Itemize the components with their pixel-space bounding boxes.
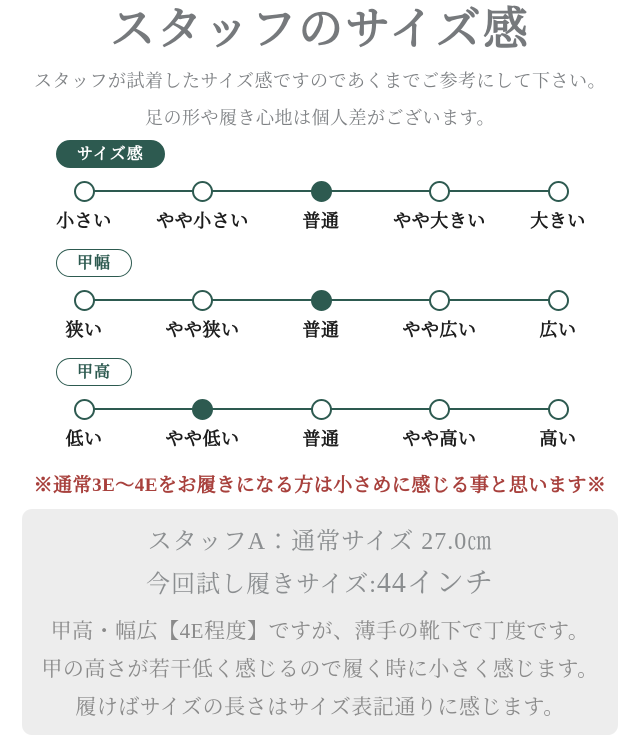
scale-option-label: 普通 (302, 428, 340, 449)
scale-dot (548, 290, 569, 311)
scale-dot (429, 399, 450, 420)
staff-tried-size (32, 561, 608, 601)
scale-option-label: やや狭い (165, 319, 240, 340)
scale-dot (192, 290, 213, 311)
scale-dot (311, 290, 332, 311)
scale-dot (192, 181, 213, 202)
scale-row (36, 399, 606, 451)
staff-review-box (22, 509, 618, 735)
scale-option-label: やや広い (402, 319, 477, 340)
scale-row (36, 290, 606, 342)
scale-option-label: 普通 (302, 319, 340, 340)
scale-option-label: やや小さい (156, 210, 249, 231)
staff-size-feel-panel (0, 4, 640, 719)
scale-dot (429, 290, 450, 311)
scale-section-instep-width (0, 249, 640, 342)
scale-dot (74, 399, 95, 420)
scale-option-label: 高い (539, 428, 577, 449)
scale-badge: サイズ感 (56, 140, 165, 168)
scale-badge: 甲高 (56, 358, 132, 386)
staff-tried-size-label: 今回試し履きサイズ: (146, 571, 377, 598)
scale-row (36, 181, 606, 233)
scale-dot (548, 399, 569, 420)
fit-warning-note: ※通常3E〜4Eをお履きになる方は小さめに感じる事と思います※ (33, 474, 607, 496)
staff-usual-size: スタッフA：通常サイズ 27.0㎝ (147, 528, 493, 555)
scale-section-instep-height (0, 358, 640, 451)
scale-badge: 甲幅 (56, 249, 132, 277)
scale-option-label: 小さい (56, 210, 112, 231)
subtitle-line-2: 足の形や履き心地は個人差がございます。 (144, 107, 496, 128)
scale-dot (548, 181, 569, 202)
scale-dot (74, 290, 95, 311)
scale-option-label: やや低い (165, 428, 240, 449)
scale-dot (74, 181, 95, 202)
scale-section-size-feel (0, 140, 640, 233)
scale-dot (311, 399, 332, 420)
subtitle-line-1: スタッフが試着したサイズ感ですのであくまでご参考にして下さい。 (33, 70, 607, 91)
scale-dot (192, 399, 213, 420)
staff-comment: 甲の高さが若干低く感じるので履く時に小さく感じます。 (41, 656, 599, 681)
scale-dot (311, 181, 332, 202)
scale-option-label: 低い (65, 428, 103, 449)
staff-comment: 甲高・幅広【4E程度】ですが、薄手の靴下で丁度です。 (50, 618, 590, 643)
staff-comment: 履けばサイズの長さはサイズ表記通りに感じます。 (75, 694, 565, 719)
scale-option-label: 大きい (530, 210, 586, 231)
scale-option-label: 広い (539, 319, 577, 340)
scale-option-label: やや大きい (393, 210, 486, 231)
staff-tried-size-value: 44インチ (376, 567, 494, 599)
scale-option-label: 狭い (65, 319, 103, 340)
scale-dot (429, 181, 450, 202)
scale-option-label: やや高い (402, 428, 477, 449)
page-title: スタッフのサイズ感 (110, 4, 530, 54)
scale-option-label: 普通 (302, 210, 340, 231)
